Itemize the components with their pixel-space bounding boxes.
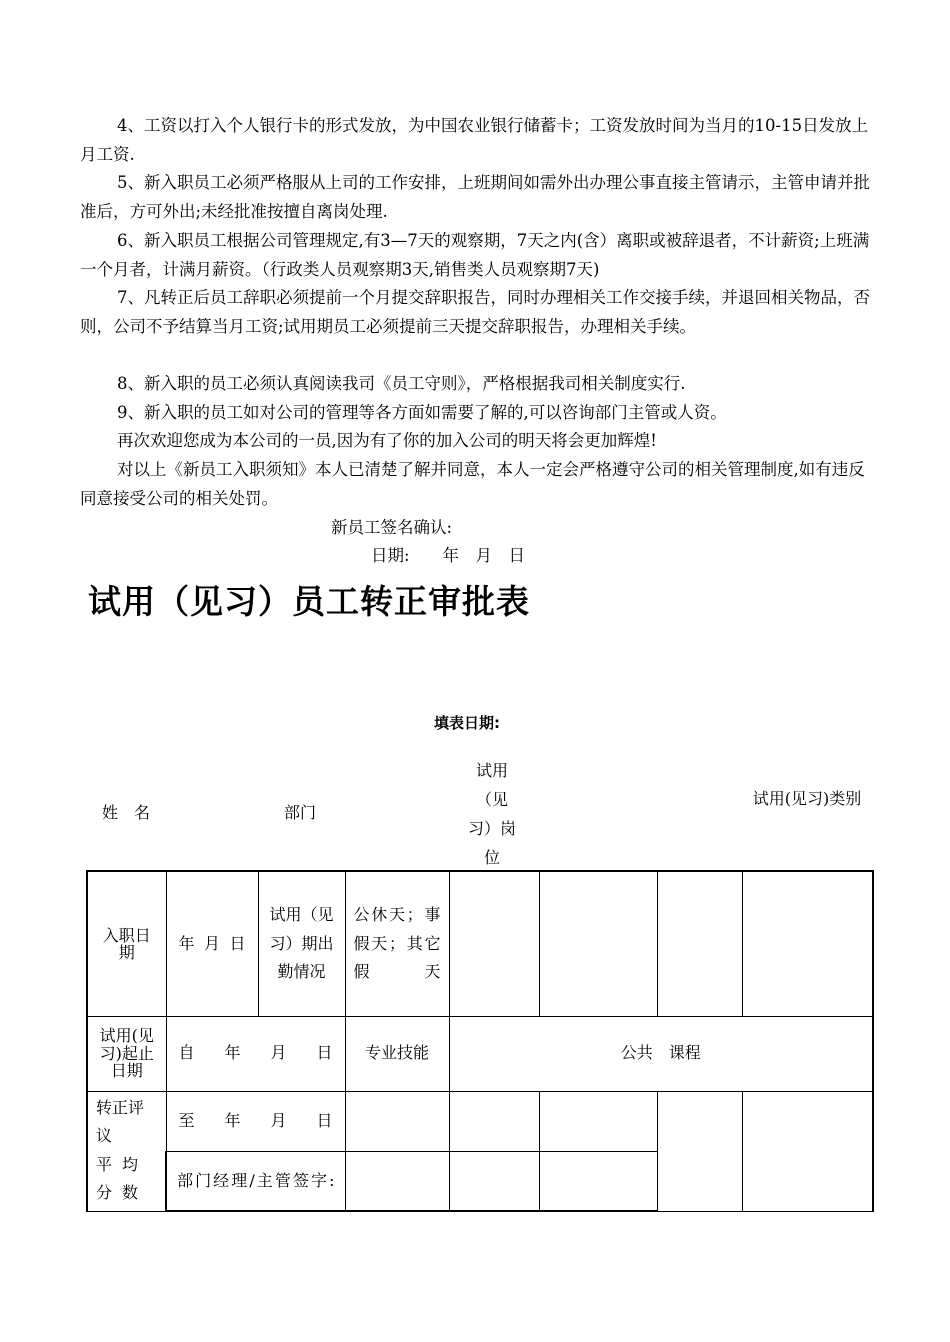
agreement-text: 对以上《新员工入职须知》本人已清楚了解并同意，本人一定会严格遵守公司的相关管理制度,如有违反同意接受公司的相关处罚。: [80, 460, 865, 508]
join-date-value: 年 月 日: [166, 871, 258, 1016]
join-date-label: 入职日期: [87, 871, 166, 1016]
signature-label: 新员工签名确认:: [331, 518, 453, 537]
attendance-value: 公休天；事假天；其它假天: [345, 871, 449, 1016]
review-cell-2[interactable]: [449, 1091, 539, 1151]
review-cell-4[interactable]: [657, 1091, 742, 1211]
notice-item-8: 8、新入职的员工必须认真阅读我司《员工守则》，严格根据我司相关制度实行.: [117, 374, 686, 393]
notice-item-5: 5、新入职员工必须严格服从上司的工作安排，上班期间如需外出办理公事直接主管请示，主管申请并批准后，方可外出;未经批准按擅自离岗处理.: [80, 173, 870, 221]
sign-cell-2[interactable]: [449, 1151, 539, 1211]
attendance-cell-1[interactable]: [449, 871, 539, 1016]
notice-item-4: 4、工资以打入个人银行卡的形式发放，为中国农业银行储蓄卡；工资发放时间为当月的10-15日发放上月工资.: [80, 116, 869, 164]
review-label: 转正评议: [96, 1097, 145, 1145]
table-row: [87, 871, 873, 1016]
manager-sign-label: 部门经理/主管签字:: [166, 1151, 345, 1211]
review-cell-3[interactable]: [539, 1091, 657, 1151]
notice-item-6: 6、新入职员工根据公司管理规定,有3—7天的观察期，7天之内(含）离职或被辞退者，不计薪资;上班满一个月者，计满月薪资。（行政类人员观察期3天,销售类人员观察期7天): [80, 231, 870, 279]
welcome-text: 再次欢迎您成为本公司的一员,因为有了你的加入公司的明天将会更加辉煌!: [117, 431, 657, 450]
attendance-cell-2[interactable]: [539, 871, 657, 1016]
sign-cell-3[interactable]: [539, 1151, 657, 1211]
from-date-value: 自 年 月 日: [166, 1016, 345, 1091]
date-line: 日期: 年 月 日: [371, 546, 526, 565]
approval-table: [86, 870, 874, 1212]
table-row: [87, 1091, 873, 1151]
fill-date-label: 填表日期:: [434, 714, 500, 732]
notice-item-9: 9、新入职的员工如对公司的管理等各方面如需要了解的,可以咨询部门主管或人资。: [117, 403, 727, 422]
notice-item-7: 7、凡转正后员工辞职必须提前一个月提交辞职报告，同时办理相关工作交接手续，并退回相关物品，否则，公司不予结算当月工资;试用期员工必须提前三天提交辞职报告，办理相关手续。: [80, 288, 870, 336]
public-course-label: 公共 课程: [449, 1016, 873, 1091]
sign-cell-1[interactable]: [345, 1151, 449, 1211]
to-date-value: 至 年 月 日: [166, 1091, 345, 1151]
review-avg-label: [87, 1091, 166, 1211]
department-label: 部门: [283, 803, 316, 822]
period-label: 试用(见习)起止日期: [87, 1016, 166, 1091]
category-label: 试用(见习)类别: [752, 789, 862, 808]
table-row: [87, 1016, 873, 1091]
avg-score-label: 平均分数: [96, 1154, 138, 1202]
attendance-label: 试用（见习）期出勤情况: [258, 871, 345, 1016]
review-cell-1[interactable]: [345, 1091, 449, 1151]
review-cell-5[interactable]: [742, 1091, 873, 1211]
form-title: 试用（见习）员工转正审批表: [88, 582, 530, 621]
name-label: 姓 名: [101, 803, 150, 822]
position-label: 试用（见习）岗位: [467, 761, 516, 867]
skill-label: 专业技能: [345, 1016, 449, 1091]
attendance-cell-3[interactable]: [657, 871, 742, 1016]
attendance-cell-4[interactable]: [742, 871, 873, 1016]
